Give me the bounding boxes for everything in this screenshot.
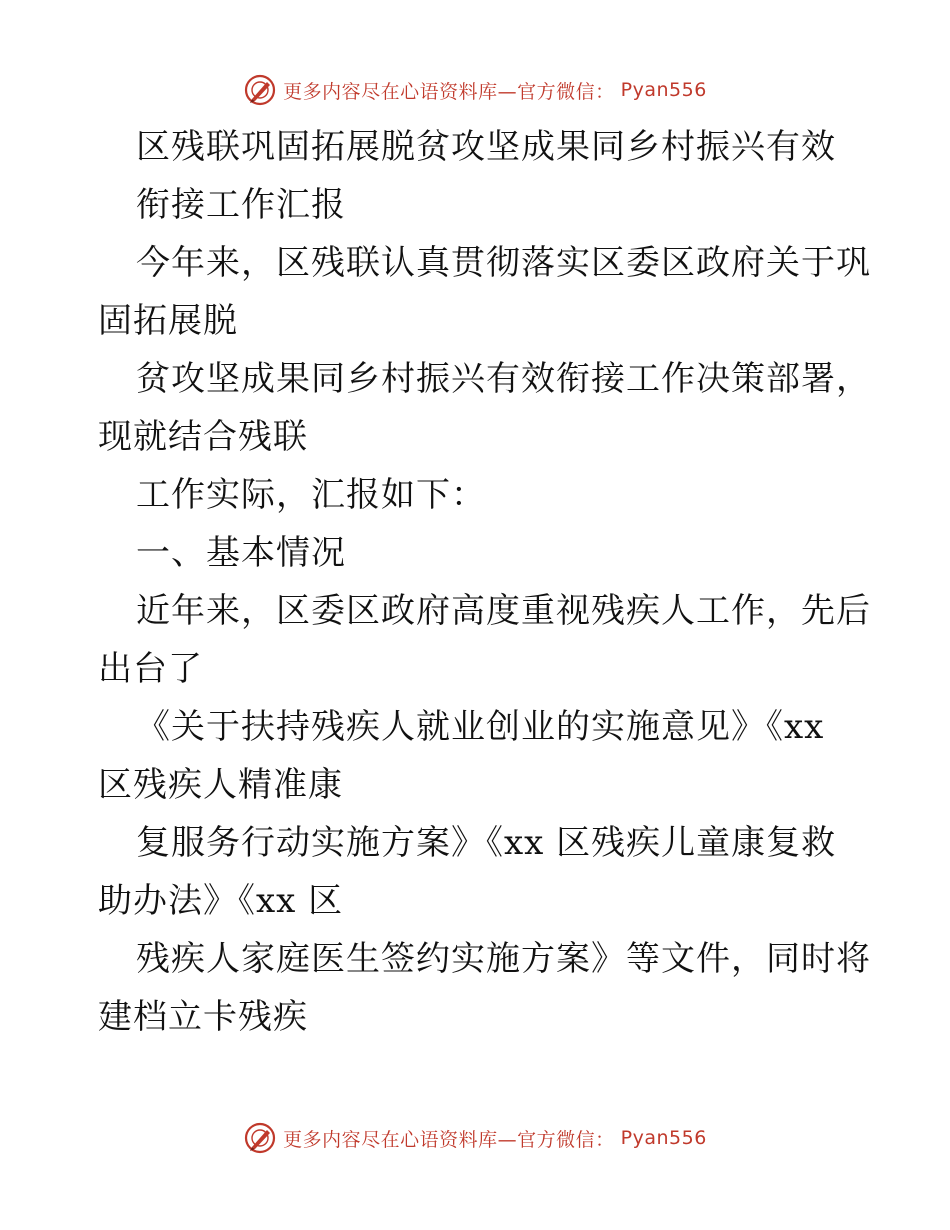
document-body <box>98 118 871 1046</box>
header-banner <box>0 70 950 110</box>
paragraph-line: 近年来，区委区政府高度重视残疾人工作，先后 <box>136 591 871 631</box>
paragraph-line: 助办法》《xx 区 <box>98 881 344 921</box>
pen-circle-logo-icon <box>243 1121 277 1155</box>
paragraph-line: 复服务行动实施方案》《xx 区残疾儿童康复救 <box>136 823 837 863</box>
header-wechat-id: Pyan556 <box>620 79 707 101</box>
paragraph-line: 《关于扶持残疾人就业创业的实施意见》《xx <box>136 707 825 747</box>
footer-banner <box>0 1118 950 1158</box>
paragraph-line: 贫攻坚成果同乡村振兴有效衔接工作决策部署， <box>136 359 871 399</box>
header-banner-text: 更多内容尽在心语资料库—官方微信： <box>283 80 615 103</box>
paragraph-line: 现就结合残联 <box>98 417 308 457</box>
paragraph-line: 出台了 <box>98 649 203 689</box>
paragraph-line: 固拓展脱 <box>98 301 238 341</box>
paragraph-line: 区残疾人精准康 <box>98 765 343 805</box>
section-heading: 一、基本情况 <box>136 533 346 573</box>
pen-circle-logo-icon <box>243 73 277 107</box>
paragraph-line: 今年来，区残联认真贯彻落实区委区政府关于巩 <box>136 243 871 283</box>
paragraph-line: 建档立卡残疾 <box>98 997 308 1037</box>
footer-wechat-id: Pyan556 <box>620 1127 707 1149</box>
paragraph-line: 残疾人家庭医生签约实施方案》等文件，同时将 <box>136 939 871 979</box>
footer-banner-text: 更多内容尽在心语资料库—官方微信： <box>283 1128 615 1151</box>
paragraph-line: 工作实际，汇报如下： <box>136 475 486 515</box>
document-title-line-2: 衔接工作汇报 <box>136 185 346 225</box>
document-title-line-1: 区残联巩固拓展脱贫攻坚成果同乡村振兴有效 <box>136 127 836 167</box>
